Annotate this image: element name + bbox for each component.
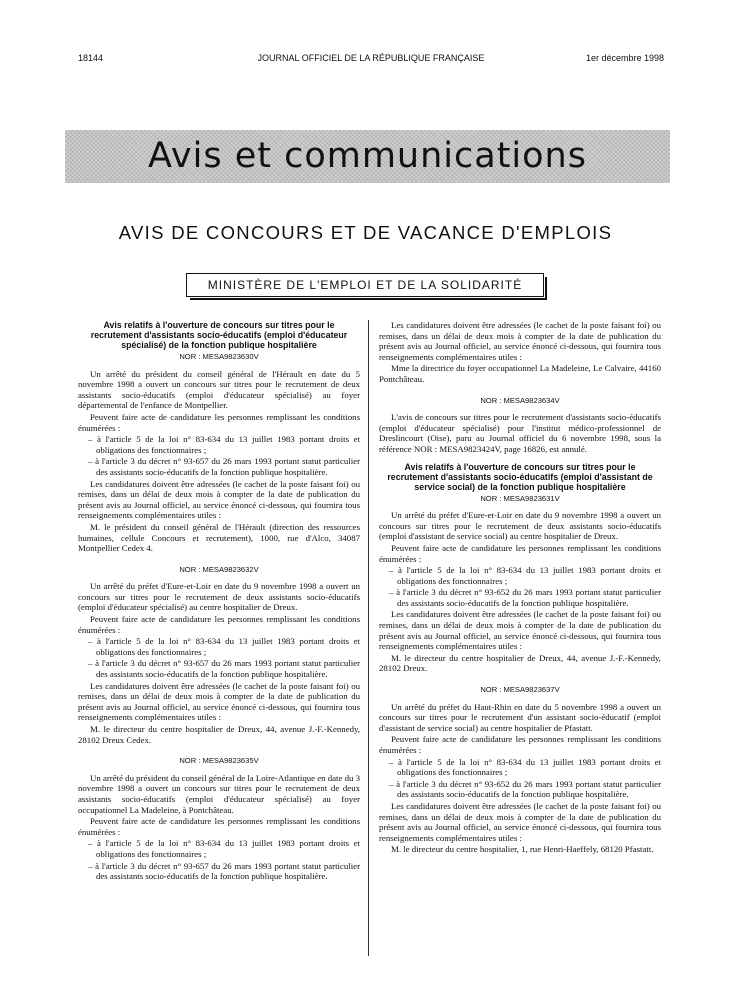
paragraph: Un arrêté du président du conseil général de l'Hérault en date du 5 novembre 1998 a ouvert un concours sur titres pour le recrutement de deux assistants socio-éducatifs (emploi d'éducateur spécialisé) au foyer départemental de l'enfance de Montpellier. <box>78 368 360 411</box>
paragraph: Les candidatures doivent être adressées (le cachet de la poste faisant foi) ou remises, dans un délai de deux mois à compter de la date de publication du présent avis au Journal officiel, au service énoncé ci-dessous, qui fournira tous renseignements complémentaires utiles : <box>78 680 360 723</box>
paragraph: M. le directeur du centre hospitalier de Dreux, 44, avenue J.-F.-Kennedy, 28102 Dreux. <box>379 652 661 674</box>
paragraph: Peuvent faire acte de candidature les personnes remplissant les conditions énumérées : <box>379 542 661 564</box>
paragraph: M. le président du conseil général de l'Hérault (direction des ressources humaines, cellule Concours et recrutement), 1000, rue d'Alco, 34087 Montpellier Cedex 4. <box>78 521 360 554</box>
paragraph: Peuvent faire acte de candidature les personnes remplissant les conditions énumérées : <box>78 816 360 837</box>
list-item: – à l'article 5 de la loi n° 83-634 du 13 juillet 1983 portant droits et obligations des fonctionnaires ; <box>88 636 360 657</box>
nor-reference: NOR : MESA9823637V <box>480 685 560 695</box>
left-column <box>78 320 360 883</box>
nor-reference: NOR : MESA9823630V <box>179 352 259 361</box>
column-divider <box>368 320 369 956</box>
banner-title: Avis et communications <box>148 136 587 176</box>
paragraph: Un arrêté du préfet du Haut-Rhin en date du 5 novembre 1998 a ouvert un concours sur titres pour le recrutement d'un assistant socio-éducatif (emploi d'assistant de service social) au centre hospitalier de Pfastatt. <box>379 701 661 733</box>
paragraph: Un arrêté du préfet d'Eure-et-Loir en date du 9 novembre 1998 a ouvert un concours sur titres pour le recrutement de deux assistants socio-éducatifs (emploi d'éducateur spécialisé) au centre hospitalier de Dreux. <box>78 581 360 613</box>
page-number: 18144 <box>78 53 104 63</box>
nor-reference: NOR : MESA9823631V <box>480 493 560 503</box>
nor-reference: NOR : MESA9823632V <box>179 564 259 574</box>
nor-reference: NOR : MESA9823634V <box>480 395 560 405</box>
ministry-box: MINISTÈRE DE L'EMPLOI ET DE LA SOLIDARITÉ <box>186 273 544 297</box>
section-title: AVIS DE CONCOURS ET DE VACANCE D'EMPLOIS <box>118 222 613 243</box>
paragraph: Peuvent faire acte de candidature les personnes remplissant les conditions énumérées : <box>379 734 661 755</box>
paragraph: L'avis de concours sur titres pour le recrutement d'assistants socio-éducatifs (emploi d'éducateur spécialisé) pour l'institut médico-professionnel de Dreslincourt (Oise), paru au Journal officiel du 6 novembre 1998, sous la référence NOR : MESA9823424V, page 16826, est annulé. <box>379 412 661 454</box>
publication-date: 1er décembre 1998 <box>585 53 664 63</box>
journal-title: JOURNAL OFFICIEL DE LA RÉPUBLIQUE FRANÇAISE <box>257 53 485 63</box>
paragraph: Peuvent faire acte de candidature les personnes remplissant les conditions énumérées : <box>78 411 360 433</box>
paragraph: Peuvent faire acte de candidature les personnes remplissant les conditions énumérées : <box>78 614 360 635</box>
paragraph: Les candidatures doivent être adressées (le cachet de la poste faisant foi) ou remises, dans un délai de deux mois à compter de la date de publication du présent avis au Journal officiel, au service énoncé ci-dessous, qui fournira tous renseignements complémentaires utiles : <box>379 320 661 362</box>
paragraph: Mme la directrice du foyer occupationnel La Madeleine, Le Calvaire, 44160 Pontchâteau. <box>379 363 661 384</box>
paragraph: Les candidatures doivent être adressées (le cachet de la poste faisant foi) ou remises, dans un délai de deux mois à compter de la date de publication du présent avis au Journal officiel, au service énoncé ci-dessous, qui fournira tous renseignements complémentaires utiles : <box>379 800 661 843</box>
paragraph: M. le directeur du centre hospitalier de Dreux, 44, avenue J.-F.-Kennedy, 28102 Dreux Cedex. <box>78 724 360 745</box>
list-item: – à l'article 3 du décret n° 93-657 du 26 mars 1993 portant statut particulier des assistants socio-éducatifs de la fonction publique hospitalière. <box>88 860 360 882</box>
list-item: – à l'article 5 de la loi n° 83-634 du 13 juillet 1983 portant droits et obligations des fonctionnaires ; <box>88 838 360 859</box>
paragraph: M. le directeur du centre hospitalier, 1, rue Henri-Haeffely, 68120 Pfastatt. <box>391 844 654 855</box>
paragraph: Un arrêté du préfet d'Eure-et-Loir en date du 9 novembre 1998 a ouvert un concours sur titres pour le recrutement de deux assistants socio-éducatifs (emploi d'assistant de service social) au centre hospitalier de Dreux. <box>379 510 661 542</box>
list-item: – à l'article 3 du décret n° 93-657 du 26 mars 1993 portant statut particulier des assistants socio-éducatifs de la fonction publique hospitalière. <box>88 456 360 477</box>
list-item: – à l'article 3 du décret n° 93-657 du 26 mars 1993 portant statut particulier des assistants socio-éducatifs de la fonction publique hospitalière. <box>88 658 360 680</box>
paragraph: Les candidatures doivent être adressées (le cachet de la poste faisant foi) ou remises, dans un délai de deux mois à compter de la date de publication du présent avis au Journal officiel, au service énoncé ci-dessous, qui fournira tous renseignements complémentaires utiles : <box>78 478 360 521</box>
list-item: – à l'article 5 de la loi n° 83-634 du 13 juillet 1983 portant droits et obligations des fonctionnaires ; <box>389 565 661 586</box>
list-item: – à l'article 5 de la loi n° 83-634 du 13 juillet 1983 portant droits et obligations des fonctionnaires ; <box>88 434 360 455</box>
notice-heading: Avis relatifs à l'ouverture de concours sur titres pour le recrutement d'assistants socio-éducatifs (emploi d'assistant de service social) de la fonction publique hospitalière <box>387 461 653 492</box>
right-column <box>379 320 661 856</box>
nor-reference: NOR : MESA9823635V <box>179 756 259 766</box>
paragraph: Les candidatures doivent être adressées (le cachet de la poste faisant foi) ou remises, dans un délai de deux mois à compter de la date de publication du présent avis au Journal officiel, au service énoncé ci-dessous, qui fournira tous renseignements complémentaires utiles : <box>379 609 661 652</box>
list-item: – à l'article 3 du décret n° 93-652 du 26 mars 1993 portant statut particulier des assistants socio-éducatifs de la fonction publique hospitalière. <box>389 587 661 608</box>
list-item: – à l'article 3 du décret n° 93-652 du 26 mars 1993 portant statut particulier des assistants socio-éducatifs de la fonction publique hospitalière. <box>389 778 661 800</box>
notice-heading: Avis relatifs à l'ouverture de concours sur titres pour le recrutement d'assistants socio-éducatifs (emploi d'éducateur spécialisé) de la fonction publique hospitalière <box>90 320 348 350</box>
section-banner <box>65 130 670 183</box>
paragraph: Un arrêté du président du conseil général de la Loire-Atlantique en date du 3 novembre 1998 a ouvert un concours sur titres pour le recrutement de deux assistants socio-éducatifs (emploi d'éducateur spécialisé) au foyer occupationnel La Madeleine, à Pontchâteau. <box>78 772 360 815</box>
list-item: – à l'article 5 de la loi n° 83-634 du 13 juillet 1983 portant droits et obligations des fonctionnaires ; <box>389 756 661 778</box>
